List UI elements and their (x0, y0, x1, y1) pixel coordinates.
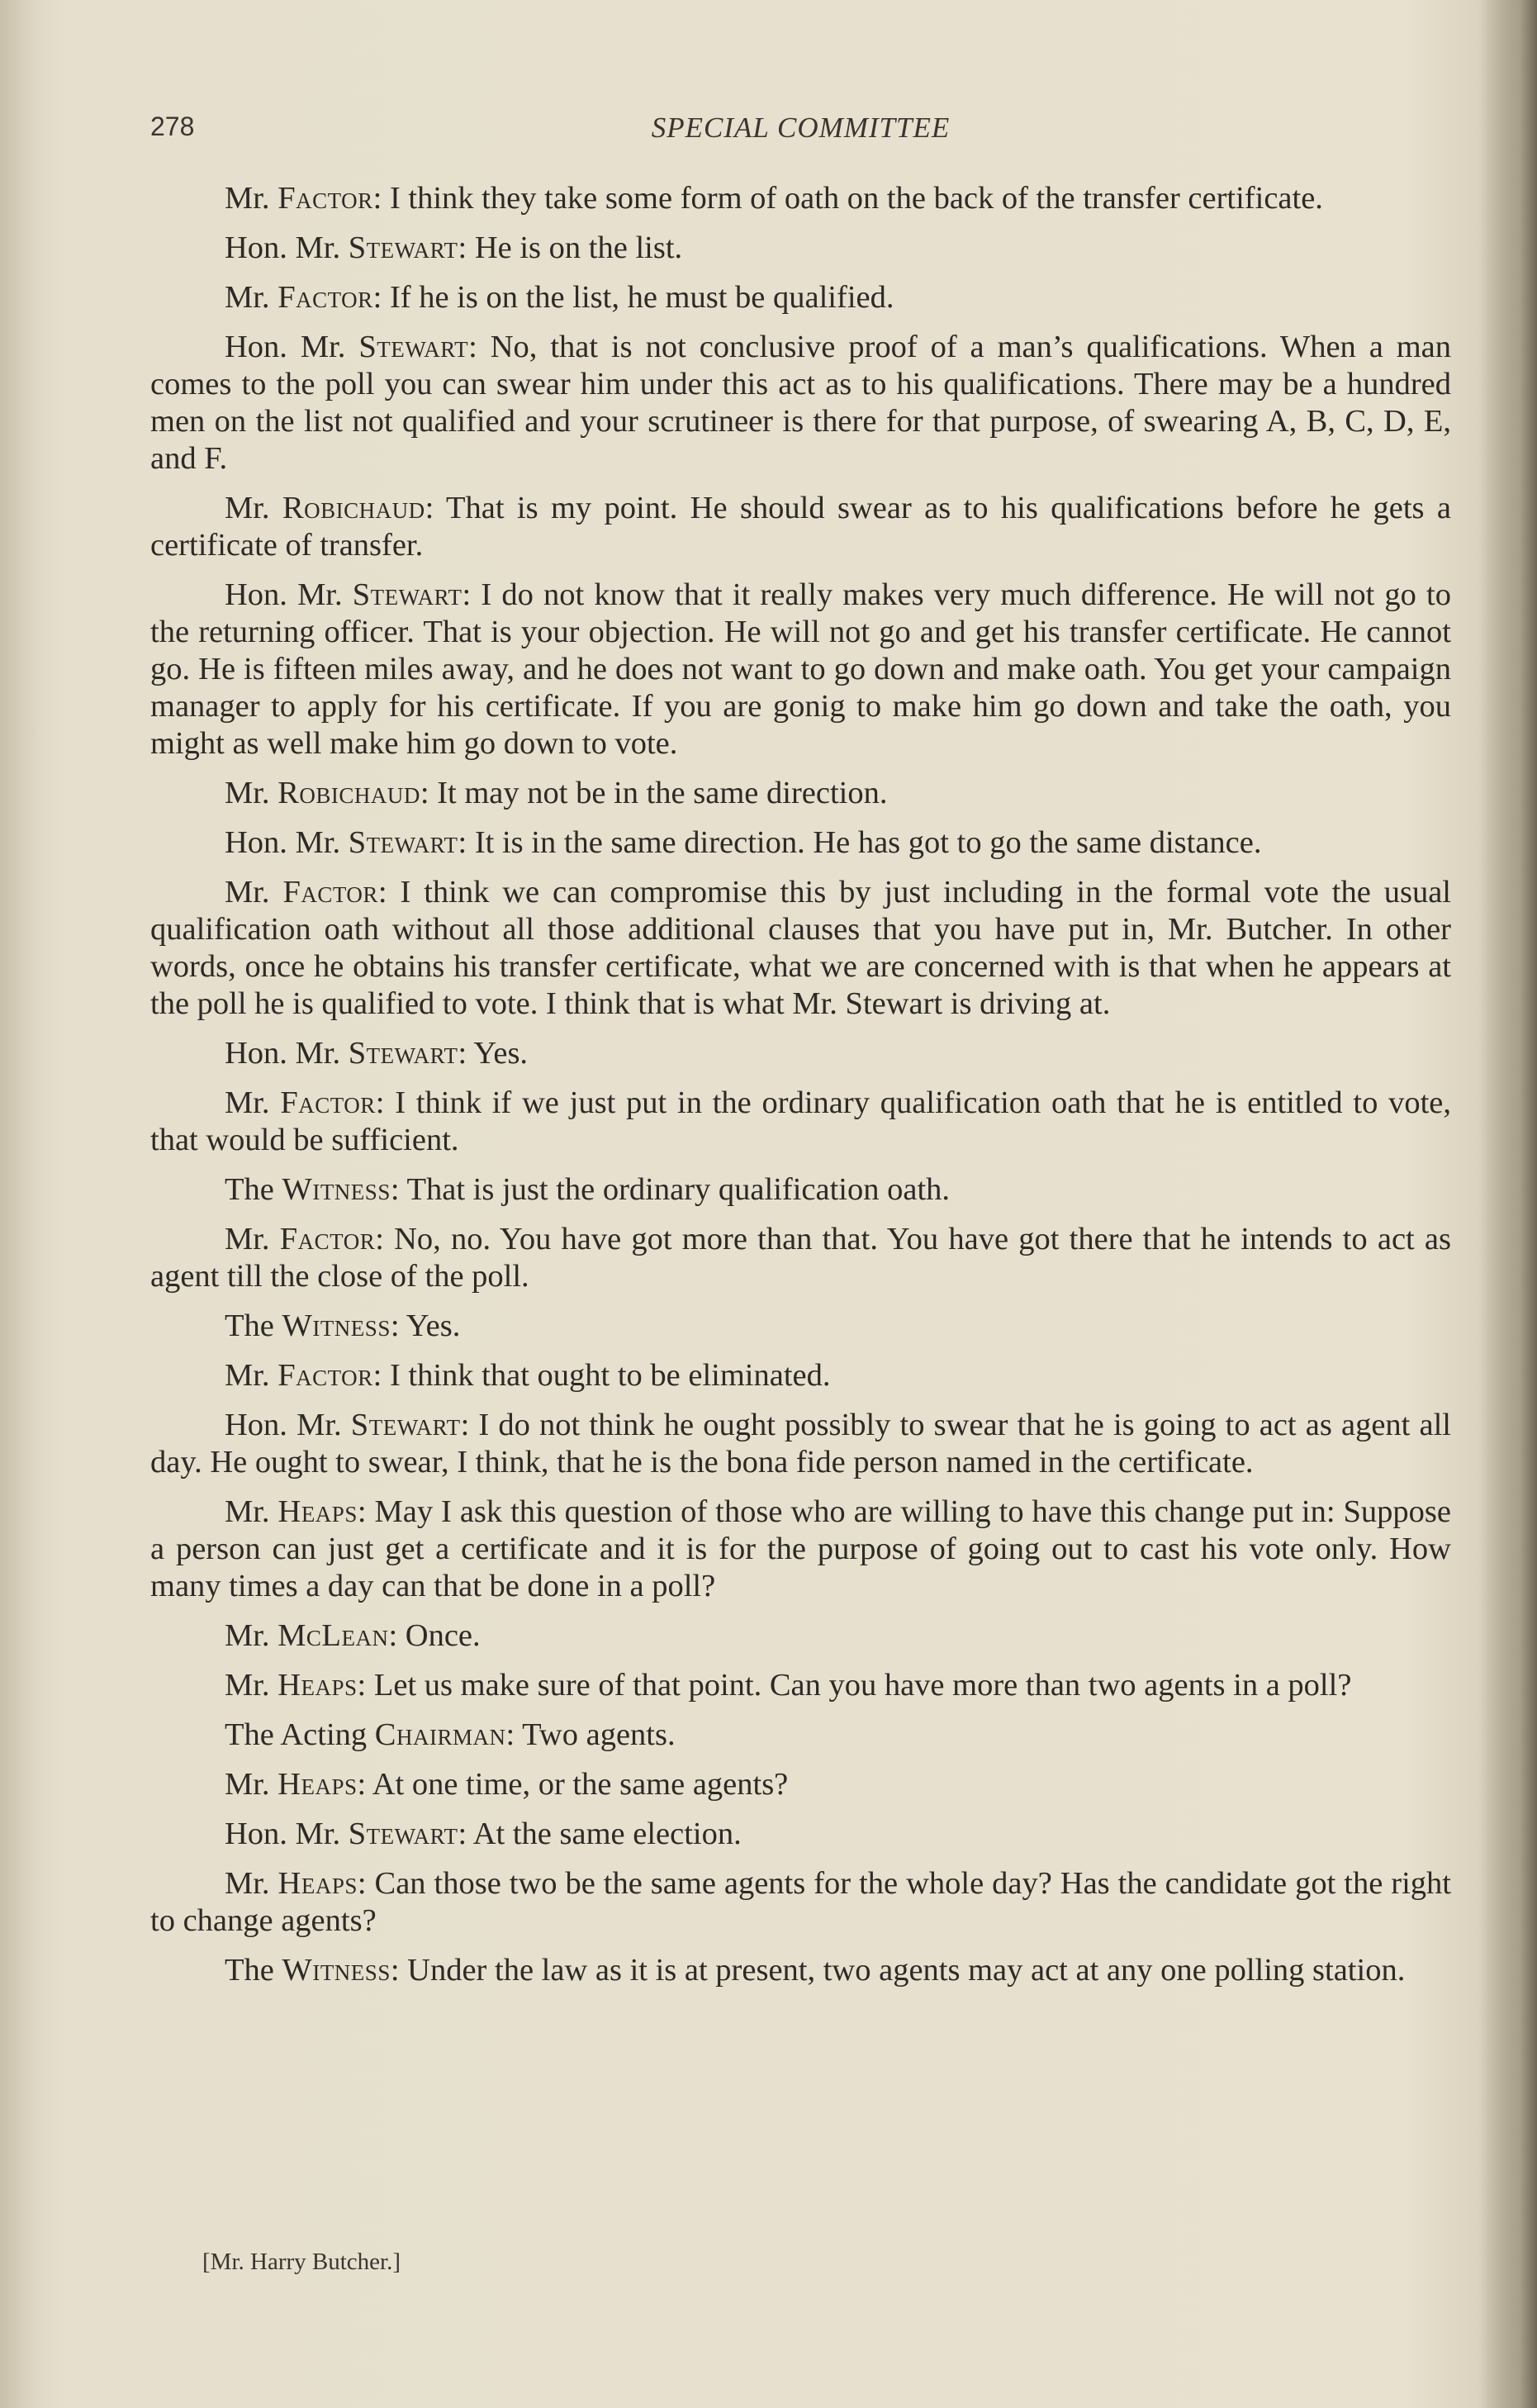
transcript-paragraph (150, 1816, 1451, 1853)
transcript-paragraph (150, 1766, 1451, 1803)
speech-text: : Yes. (390, 1308, 461, 1343)
speaker-name: Robichaud (282, 491, 425, 525)
transcript-paragraph (150, 1035, 1451, 1072)
transcript-paragraph (150, 329, 1451, 477)
speaker-prefix: Mr. (225, 1494, 278, 1529)
speaker-name: Stewart (358, 330, 469, 364)
speaker-name: Stewart (348, 825, 458, 860)
speaker-prefix: Hon. Mr. (225, 1036, 349, 1071)
speaker-prefix: Hon. Mr. (225, 1817, 349, 1851)
transcript-paragraph (150, 775, 1451, 812)
speech-text: : Can those two be the same agents for the whole day? Has the candidate got the right to change agents? (150, 1866, 1451, 1938)
speaker-name: Witness (282, 1308, 391, 1343)
page-edge-shadow (1479, 0, 1537, 2408)
speaker-prefix: Mr. (225, 1668, 278, 1703)
speech-text: : I do not know that it really makes very much difference. He will not go to the returning officer. That is your objection. He will not go and get his transfer certificate. He cannot go. He is fifteen miles away, and he does not want to go down and make oath. You get your campaign manager to apply for his certificate. If you are gonig to make him go down and take the oath, you might as well make him go down to vote. (150, 577, 1451, 761)
speaker-name: Factor (279, 1222, 376, 1256)
speaker-name: Factor (278, 181, 373, 216)
transcript-paragraph (150, 230, 1451, 267)
speaker-prefix: Hon. Mr. (225, 825, 349, 860)
page-header (150, 112, 1451, 153)
transcript-paragraph (150, 1717, 1451, 1754)
transcript-paragraph (150, 874, 1451, 1023)
transcript-paragraph (150, 1221, 1451, 1295)
transcript-paragraph (150, 279, 1451, 316)
speaker-name: Stewart (350, 1408, 461, 1442)
speech-text: : Let us make sure of that point. Can you have more than two agents in a poll? (357, 1668, 1352, 1703)
speaker-name: Heaps (278, 1767, 358, 1802)
speaker-prefix: Mr. (225, 776, 278, 810)
speech-text: : I think we can compromise this by just including in the formal vote the usual qualification oath without all those additional clauses that you have put in, Mr. Butcher. In other words, once he obtains his transfer certificate, what we are concerned with is that when he appears at the poll he is qualified to vote. I think that is what Mr. Stewart is driving at. (150, 875, 1451, 1021)
speaker-name: McLean (278, 1618, 389, 1653)
transcript-paragraph (150, 1085, 1451, 1159)
speaker-name: Robichaud (278, 776, 420, 810)
speaker-name: Stewart (348, 1817, 458, 1851)
speaker-prefix: The Acting (225, 1717, 375, 1752)
speaker-prefix: The (225, 1308, 282, 1343)
speaker-prefix: Hon. Mr. (225, 577, 353, 612)
speech-text: : At the same election. (458, 1817, 742, 1851)
speaker-prefix: Hon. Mr. (225, 330, 359, 364)
speaker-prefix: Mr. (225, 1358, 278, 1393)
speaker-name: Stewart (352, 577, 463, 612)
speech-text: : Once. (388, 1618, 481, 1653)
speaker-name: Heaps (278, 1668, 358, 1703)
transcript-paragraph (150, 1865, 1451, 1940)
speaker-prefix: The (225, 1953, 282, 1988)
speech-text: : No, no. You have got more than that. You have got there that he intends to act as agent till the close of the poll. (150, 1222, 1451, 1294)
speech-text: : Yes. (458, 1036, 529, 1071)
speaker-prefix: Mr. (225, 1085, 281, 1120)
transcript-paragraph (150, 1667, 1451, 1704)
page-gutter-shadow (0, 0, 40, 2408)
speaker-name: Factor (278, 280, 373, 315)
speech-text: : I think that ought to be eliminated. (372, 1358, 831, 1393)
speech-text: : No, that is not conclusive proof of a man’s qualifications. When a man comes to the poll you can swear him under this act as to his qualifications. There may be a hundred men on the list not qualified and your scrutineer is there for that purpose, of swearing A, B, C, D, E, and F. (150, 330, 1451, 476)
speech-text: : If he is on the list, he must be qualified. (372, 280, 894, 315)
speech-text: : I think if we just put in the ordinary qualification oath that he is entitled to vote, that would be sufficient. (150, 1085, 1451, 1157)
transcript-paragraph (150, 180, 1451, 217)
speaker-name: Heaps (278, 1866, 358, 1901)
transcript-paragraph (150, 1308, 1451, 1345)
speech-text: : May I ask this question of those who are willing to have this change put in: Suppose a person can just get a certificate and it is for the purpose of going out to cast his vote only. How many times a day can that be done in a poll? (150, 1494, 1451, 1603)
transcript-body (150, 180, 1451, 2002)
transcript-paragraph (150, 1617, 1451, 1655)
speaker-prefix: Mr. (225, 1618, 278, 1653)
speaker-prefix: Mr. (225, 181, 278, 216)
speaker-prefix: Hon. Mr. (225, 1408, 351, 1442)
transcript-paragraph (150, 1952, 1451, 1989)
speech-text: : I do not think he ought possibly to swear that he is going to act as agent all day. He ought to swear, I think, that he is the bona fide person named in the certificate. (150, 1408, 1452, 1479)
speaker-name: Factor (280, 1085, 376, 1120)
transcript-paragraph (150, 824, 1451, 862)
transcript-paragraph (150, 490, 1451, 564)
footer-note: [Mr. Harry Butcher.] (202, 2249, 401, 2275)
speaker-name: Factor (282, 875, 378, 910)
speech-text: : I think they take some form of oath on the back of the transfer certificate. (372, 181, 1323, 216)
running-head: SPECIAL COMMITTEE (651, 112, 951, 144)
speaker-prefix: Hon. Mr. (225, 230, 349, 265)
speech-text: : He is on the list. (458, 230, 683, 265)
speech-text: : That is just the ordinary qualification oath. (390, 1172, 951, 1207)
speech-text: : At one time, or the same agents? (357, 1767, 789, 1802)
speaker-name: Stewart (348, 230, 458, 265)
speaker-prefix: Mr. (225, 1767, 278, 1802)
page-number: 278 (150, 112, 195, 141)
speaker-name: Stewart (348, 1036, 458, 1071)
speaker-prefix: Mr. (225, 1866, 278, 1901)
transcript-paragraph (150, 1171, 1451, 1209)
speaker-prefix: Mr. (225, 491, 282, 525)
speaker-prefix: The (225, 1172, 282, 1207)
speech-text: : Under the law as it is at present, two agents may act at any one polling station. (390, 1953, 1406, 1988)
speech-text: : That is my point. He should swear as to his qualifications before he gets a certificate of transfer. (150, 491, 1452, 563)
transcript-paragraph (150, 1494, 1451, 1605)
speaker-name: Witness (282, 1953, 391, 1988)
speaker-prefix: Mr. (225, 280, 278, 315)
speaker-name: Witness (282, 1172, 391, 1207)
speech-text: : It may not be in the same direction. (420, 776, 888, 810)
speech-text: : It is in the same direction. He has got to go the same distance. (458, 825, 1262, 860)
speaker-name: Chairman (374, 1717, 506, 1752)
speaker-name: Heaps (278, 1494, 358, 1529)
speech-text: : Two agents. (505, 1717, 676, 1752)
transcript-paragraph (150, 577, 1451, 762)
speaker-prefix: Mr. (225, 875, 283, 910)
transcript-paragraph (150, 1407, 1451, 1481)
speaker-name: Factor (278, 1358, 373, 1393)
speaker-prefix: Mr. (225, 1222, 280, 1256)
transcript-paragraph (150, 1357, 1451, 1394)
